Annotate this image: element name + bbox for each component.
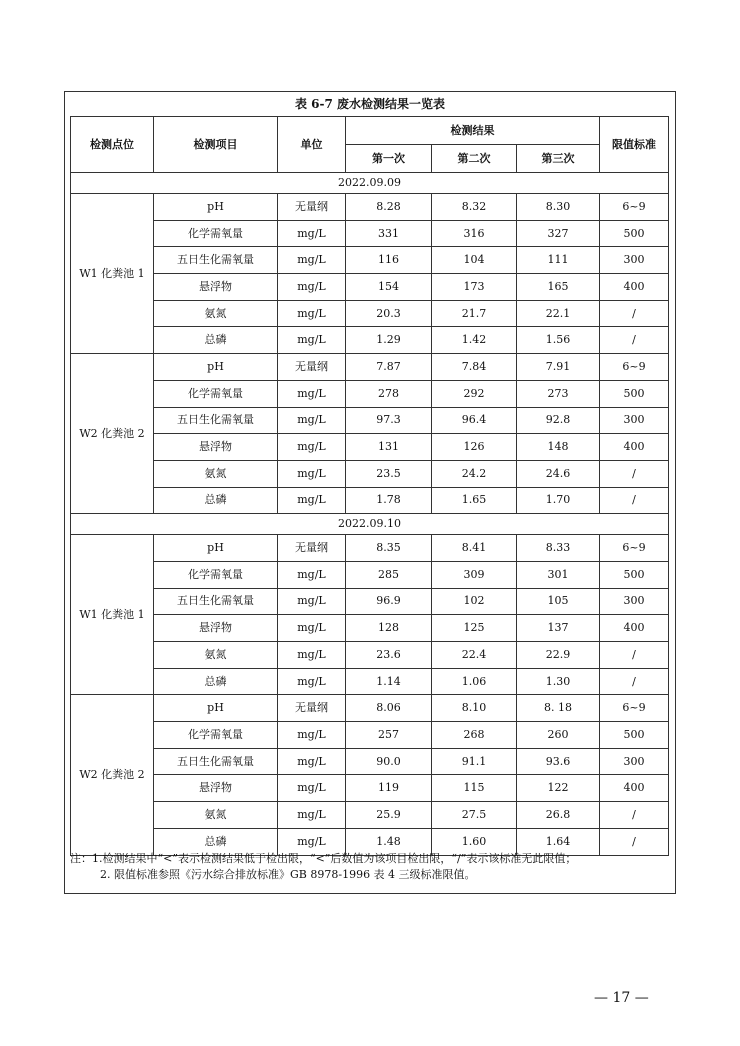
unit-cell: mg/L <box>278 220 346 247</box>
header-row <box>71 117 669 145</box>
header-unit: 单位 <box>278 117 346 173</box>
table-row <box>71 220 669 247</box>
first-value-cell: 128 <box>346 615 432 642</box>
table-row <box>71 748 669 775</box>
table-row <box>71 668 669 695</box>
third-value-cell: 111 <box>517 247 600 274</box>
site-cell: W1 化粪池 1 <box>71 194 154 354</box>
note-2: 2. 限值标准参照《污水综合排放标准》GB 8978-1996 表 4 三级标准限值。 <box>100 868 476 881</box>
third-value-cell: 8.33 <box>517 535 600 562</box>
date-cell: 2022.09.09 <box>71 173 669 194</box>
first-value-cell: 8.28 <box>346 194 432 221</box>
first-value-cell: 1.29 <box>346 327 432 354</box>
limit-cell: 6~9 <box>600 695 669 722</box>
header-second: 第二次 <box>432 145 517 173</box>
site-cell: W2 化粪池 2 <box>71 695 154 855</box>
first-value-cell: 331 <box>346 220 432 247</box>
item-cell: 总磷 <box>154 327 278 354</box>
unit-cell: mg/L <box>278 300 346 327</box>
table-body <box>71 173 669 856</box>
item-cell: 悬浮物 <box>154 615 278 642</box>
second-value-cell: 125 <box>432 615 517 642</box>
third-value-cell: 327 <box>517 220 600 247</box>
second-value-cell: 173 <box>432 274 517 301</box>
table-row <box>71 247 669 274</box>
item-cell: 五日生化需氧量 <box>154 407 278 434</box>
limit-cell: 400 <box>600 274 669 301</box>
item-cell: pH <box>154 535 278 562</box>
header-item: 检测项目 <box>154 117 278 173</box>
item-cell: pH <box>154 695 278 722</box>
table-row <box>71 460 669 487</box>
limit-cell: 500 <box>600 722 669 749</box>
item-cell: 五日生化需氧量 <box>154 748 278 775</box>
date-row <box>71 173 669 194</box>
item-cell: 化学需氧量 <box>154 561 278 588</box>
item-cell: 悬浮物 <box>154 274 278 301</box>
second-value-cell: 7.84 <box>432 354 517 381</box>
table-row <box>71 695 669 722</box>
first-value-cell: 257 <box>346 722 432 749</box>
limit-cell: / <box>600 668 669 695</box>
first-value-cell: 25.9 <box>346 802 432 829</box>
third-value-cell: 105 <box>517 588 600 615</box>
note-1: 注：1.检测结果中“<”表示检测结果低于检出限，“<”后数值为该项目检出限，“/”表示该标准无此限值； <box>70 852 577 865</box>
second-value-cell: 8.32 <box>432 194 517 221</box>
second-value-cell: 316 <box>432 220 517 247</box>
limit-cell: / <box>600 327 669 354</box>
unit-cell: 无量纲 <box>278 194 346 221</box>
limit-cell: 6~9 <box>600 354 669 381</box>
limit-cell: 300 <box>600 407 669 434</box>
second-value-cell: 1.65 <box>432 487 517 514</box>
unit-cell: 无量纲 <box>278 354 346 381</box>
limit-cell: / <box>600 802 669 829</box>
first-value-cell: 119 <box>346 775 432 802</box>
table-row <box>71 775 669 802</box>
second-value-cell: 309 <box>432 561 517 588</box>
limit-cell: 6~9 <box>600 535 669 562</box>
second-value-cell: 1.06 <box>432 668 517 695</box>
third-value-cell: 1.56 <box>517 327 600 354</box>
second-value-cell: 1.60 <box>432 828 517 855</box>
table-row <box>71 380 669 407</box>
unit-cell: mg/L <box>278 722 346 749</box>
unit-cell: mg/L <box>278 274 346 301</box>
item-cell: pH <box>154 194 278 221</box>
item-cell: pH <box>154 354 278 381</box>
table-row <box>71 434 669 461</box>
item-cell: 氨氮 <box>154 300 278 327</box>
page-number: — 17 — <box>594 990 649 1006</box>
limit-cell: 400 <box>600 434 669 461</box>
limit-cell: 500 <box>600 220 669 247</box>
header-third: 第三次 <box>517 145 600 173</box>
second-value-cell: 27.5 <box>432 802 517 829</box>
unit-cell: mg/L <box>278 775 346 802</box>
limit-cell: 6~9 <box>600 194 669 221</box>
unit-cell: mg/L <box>278 588 346 615</box>
third-value-cell: 137 <box>517 615 600 642</box>
first-value-cell: 8.06 <box>346 695 432 722</box>
first-value-cell: 131 <box>346 434 432 461</box>
second-value-cell: 91.1 <box>432 748 517 775</box>
third-value-cell: 273 <box>517 380 600 407</box>
limit-cell: / <box>600 487 669 514</box>
limit-cell: / <box>600 642 669 669</box>
first-value-cell: 90.0 <box>346 748 432 775</box>
results-table <box>70 116 669 856</box>
unit-cell: mg/L <box>278 380 346 407</box>
item-cell: 五日生化需氧量 <box>154 247 278 274</box>
table-row <box>71 407 669 434</box>
item-cell: 化学需氧量 <box>154 722 278 749</box>
second-value-cell: 102 <box>432 588 517 615</box>
third-value-cell: 8.30 <box>517 194 600 221</box>
first-value-cell: 96.9 <box>346 588 432 615</box>
third-value-cell: 22.1 <box>517 300 600 327</box>
third-value-cell: 301 <box>517 561 600 588</box>
item-cell: 总磷 <box>154 487 278 514</box>
first-value-cell: 8.35 <box>346 535 432 562</box>
item-cell: 氨氮 <box>154 802 278 829</box>
third-value-cell: 1.70 <box>517 487 600 514</box>
limit-cell: 400 <box>600 775 669 802</box>
table-row <box>71 535 669 562</box>
item-cell: 化学需氧量 <box>154 380 278 407</box>
first-value-cell: 23.6 <box>346 642 432 669</box>
third-value-cell: 165 <box>517 274 600 301</box>
table-notes <box>70 851 668 883</box>
first-value-cell: 285 <box>346 561 432 588</box>
unit-cell: mg/L <box>278 642 346 669</box>
limit-cell: / <box>600 460 669 487</box>
first-value-cell: 278 <box>346 380 432 407</box>
limit-cell: 500 <box>600 380 669 407</box>
table-row <box>71 615 669 642</box>
header-first: 第一次 <box>346 145 432 173</box>
table-caption: 表 6-7 废水检测结果一览表 <box>294 97 446 111</box>
first-value-cell: 1.48 <box>346 828 432 855</box>
second-value-cell: 292 <box>432 380 517 407</box>
third-value-cell: 7.91 <box>517 354 600 381</box>
third-value-cell: 22.9 <box>517 642 600 669</box>
first-value-cell: 1.14 <box>346 668 432 695</box>
header-site: 检测点位 <box>71 117 154 173</box>
header-results: 检测结果 <box>346 117 600 145</box>
second-value-cell: 104 <box>432 247 517 274</box>
third-value-cell: 122 <box>517 775 600 802</box>
unit-cell: mg/L <box>278 561 346 588</box>
table-row <box>71 722 669 749</box>
unit-cell: mg/L <box>278 407 346 434</box>
second-value-cell: 268 <box>432 722 517 749</box>
second-value-cell: 8.41 <box>432 535 517 562</box>
unit-cell: mg/L <box>278 748 346 775</box>
item-cell: 总磷 <box>154 828 278 855</box>
item-cell: 总磷 <box>154 668 278 695</box>
limit-cell: / <box>600 828 669 855</box>
first-value-cell: 1.78 <box>346 487 432 514</box>
first-value-cell: 20.3 <box>346 300 432 327</box>
unit-cell: 无量纲 <box>278 695 346 722</box>
date-cell: 2022.09.10 <box>71 514 669 535</box>
table-row <box>71 802 669 829</box>
limit-cell: 500 <box>600 561 669 588</box>
second-value-cell: 21.7 <box>432 300 517 327</box>
limit-cell: 300 <box>600 588 669 615</box>
second-value-cell: 1.42 <box>432 327 517 354</box>
limit-cell: 400 <box>600 615 669 642</box>
third-value-cell: 24.6 <box>517 460 600 487</box>
unit-cell: mg/L <box>278 828 346 855</box>
unit-cell: 无量纲 <box>278 535 346 562</box>
unit-cell: mg/L <box>278 668 346 695</box>
item-cell: 化学需氧量 <box>154 220 278 247</box>
item-cell: 五日生化需氧量 <box>154 588 278 615</box>
third-value-cell: 26.8 <box>517 802 600 829</box>
second-value-cell: 24.2 <box>432 460 517 487</box>
item-cell: 悬浮物 <box>154 775 278 802</box>
unit-cell: mg/L <box>278 487 346 514</box>
first-value-cell: 23.5 <box>346 460 432 487</box>
third-value-cell: 8. 18 <box>517 695 600 722</box>
unit-cell: mg/L <box>278 327 346 354</box>
second-value-cell: 115 <box>432 775 517 802</box>
third-value-cell: 1.64 <box>517 828 600 855</box>
limit-cell: / <box>600 300 669 327</box>
header-limit: 限值标准 <box>600 117 669 173</box>
unit-cell: mg/L <box>278 434 346 461</box>
first-value-cell: 154 <box>346 274 432 301</box>
second-value-cell: 96.4 <box>432 407 517 434</box>
table-row <box>71 487 669 514</box>
unit-cell: mg/L <box>278 802 346 829</box>
item-cell: 悬浮物 <box>154 434 278 461</box>
table-row <box>71 300 669 327</box>
table-row <box>71 354 669 381</box>
second-value-cell: 8.10 <box>432 695 517 722</box>
table-row <box>71 194 669 221</box>
limit-cell: 300 <box>600 247 669 274</box>
second-value-cell: 126 <box>432 434 517 461</box>
third-value-cell: 92.8 <box>517 407 600 434</box>
second-value-cell: 22.4 <box>432 642 517 669</box>
first-value-cell: 7.87 <box>346 354 432 381</box>
table-row <box>71 642 669 669</box>
table-row <box>71 588 669 615</box>
third-value-cell: 93.6 <box>517 748 600 775</box>
table-row <box>71 274 669 301</box>
site-cell: W2 化粪池 2 <box>71 354 154 514</box>
third-value-cell: 260 <box>517 722 600 749</box>
site-cell: W1 化粪池 1 <box>71 535 154 695</box>
unit-cell: mg/L <box>278 615 346 642</box>
first-value-cell: 116 <box>346 247 432 274</box>
item-cell: 氨氮 <box>154 642 278 669</box>
third-value-cell: 1.30 <box>517 668 600 695</box>
third-value-cell: 148 <box>517 434 600 461</box>
table-row <box>71 561 669 588</box>
table-frame <box>64 91 676 894</box>
date-row <box>71 514 669 535</box>
item-cell: 氨氮 <box>154 460 278 487</box>
first-value-cell: 97.3 <box>346 407 432 434</box>
unit-cell: mg/L <box>278 460 346 487</box>
unit-cell: mg/L <box>278 247 346 274</box>
table-row <box>71 327 669 354</box>
limit-cell: 300 <box>600 748 669 775</box>
